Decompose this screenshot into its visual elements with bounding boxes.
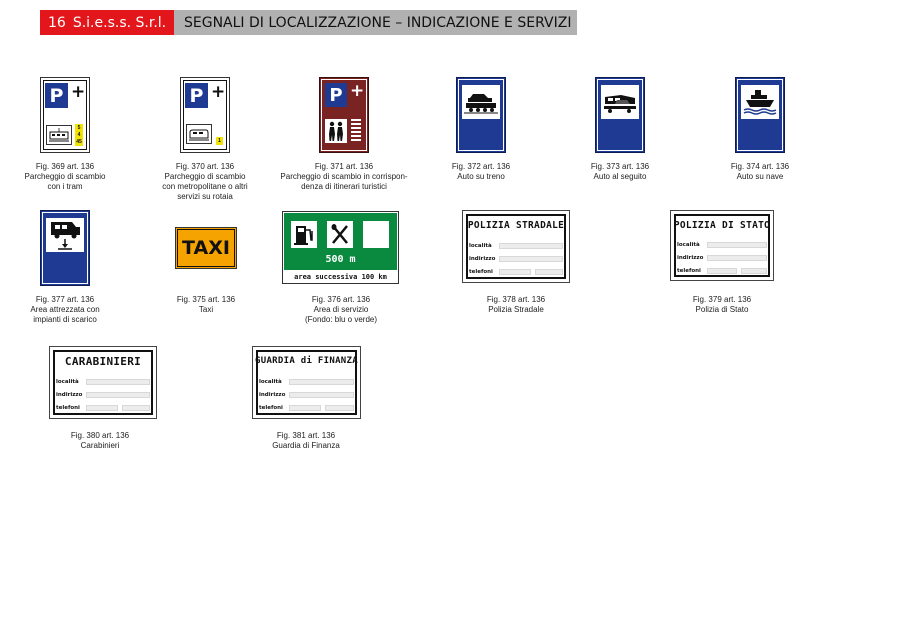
caption-desc: Guardia di Finanza xyxy=(272,441,340,450)
board-title: CARABINIERI xyxy=(64,355,142,368)
restaurant-icon xyxy=(327,221,353,248)
tourist-walkers-icon xyxy=(325,119,347,143)
sign-370 xyxy=(180,77,230,153)
camper-discharge-icon xyxy=(46,218,84,252)
field-label: indirizzo xyxy=(56,392,83,398)
caption-370 xyxy=(150,162,260,202)
field-label: località xyxy=(469,243,492,249)
tram-line-45: 45 xyxy=(76,139,82,146)
caption-fig: Fig. 372 art. 136 xyxy=(451,162,511,171)
sign-372 xyxy=(456,77,506,153)
board-title: GUARDIA di FINANZA xyxy=(255,356,358,366)
sign-381 xyxy=(252,346,361,419)
sign-380 xyxy=(49,346,157,419)
car-on-train-icon xyxy=(462,85,500,119)
caption-379 xyxy=(667,295,777,315)
caption-desc: denza di itinerari turistici xyxy=(301,182,387,191)
caption-desc: Auto su nave xyxy=(736,172,784,181)
caption-desc: Area attrezzata con xyxy=(30,305,100,314)
caption-fig: Fig. 375 art. 136 xyxy=(176,295,236,304)
service-next-area: area successiva 100 km xyxy=(294,272,387,281)
caption-fig: Fig. 377 art. 136 xyxy=(35,295,95,304)
car-on-ship-icon xyxy=(741,85,779,119)
sign-375 xyxy=(175,227,237,269)
caption-desc: impianti di scarico xyxy=(33,315,97,324)
caption-377 xyxy=(10,295,120,325)
caption-desc: Polizia Stradale xyxy=(488,305,544,314)
caption-desc: con metropolitane o altri xyxy=(162,182,248,191)
field-label: telefoni xyxy=(469,269,493,275)
caption-desc: (Fondo: blu o verde) xyxy=(304,315,378,324)
tram-line-4: 4 xyxy=(77,131,81,138)
tourist-stripes xyxy=(351,119,361,143)
sign-373 xyxy=(595,77,645,153)
caption-369 xyxy=(10,162,120,192)
sign-376 xyxy=(282,211,399,284)
field-label: telefoni xyxy=(259,405,283,411)
header-number-block xyxy=(40,10,174,35)
sign-378 xyxy=(462,210,570,283)
fuel-pump-icon xyxy=(291,221,317,248)
caption-desc: Auto su treno xyxy=(457,172,505,181)
field-label: indirizzo xyxy=(469,256,496,262)
header-number: 16 xyxy=(48,14,66,31)
sign-369 xyxy=(40,77,90,153)
empty-service-box xyxy=(363,221,389,248)
caption-fig: Fig. 381 art. 136 xyxy=(276,431,336,440)
header-company: S.i.e.s.s. S.r.l. xyxy=(72,14,167,31)
caption-375 xyxy=(151,295,261,315)
caption-371 xyxy=(264,162,424,192)
caption-fig: Fig. 369 art. 136 xyxy=(35,162,95,171)
taxi-label: TAXI xyxy=(182,237,230,259)
field-label: indirizzo xyxy=(677,255,704,261)
caption-fig: Fig. 373 art. 136 xyxy=(590,162,650,171)
rail-line-badge: 1 xyxy=(216,137,223,145)
field-label: località xyxy=(56,379,79,385)
parking-p-icon: P xyxy=(45,83,68,108)
page-header xyxy=(40,10,577,35)
car-with-trailer-icon xyxy=(601,85,639,119)
caption-373 xyxy=(565,162,675,182)
service-distance: 500 m xyxy=(325,254,356,265)
caption-fig: Fig. 370 art. 136 xyxy=(175,162,235,171)
plus-icon: + xyxy=(350,81,365,101)
caption-desc: Taxi xyxy=(198,305,214,314)
caption-380 xyxy=(45,431,155,451)
header-title: SEGNALI DI LOCALIZZAZIONE – INDICAZIONE E SERVIZI xyxy=(174,10,577,35)
sign-377 xyxy=(40,210,90,286)
plus-icon: + xyxy=(71,82,86,102)
sign-371 xyxy=(319,77,369,153)
tram-lines-strip xyxy=(75,124,83,146)
parking-p-icon: P xyxy=(185,83,208,108)
sign-374 xyxy=(735,77,785,153)
caption-desc: Parcheggio di scambio in corrispon- xyxy=(280,172,408,181)
caption-374 xyxy=(705,162,815,182)
board-title: POLIZIA STRADALE xyxy=(467,220,565,231)
board-title: POLIZIA DI STATO xyxy=(673,220,771,231)
caption-381 xyxy=(251,431,361,451)
caption-fig: Fig. 380 art. 136 xyxy=(70,431,130,440)
caption-fig: Fig. 376 art. 136 xyxy=(311,295,371,304)
field-label: indirizzo xyxy=(259,392,286,398)
sign-379 xyxy=(670,210,774,281)
field-label: telefoni xyxy=(56,405,80,411)
caption-desc: Parcheggio di scambio xyxy=(24,172,106,181)
caption-fig: Fig. 379 art. 136 xyxy=(692,295,752,304)
caption-desc: con i tram xyxy=(47,182,83,191)
parking-p-icon: P xyxy=(325,83,347,107)
caption-fig: Fig. 378 art. 136 xyxy=(486,295,546,304)
caption-desc: Auto al seguito xyxy=(593,172,647,181)
train-icon xyxy=(186,124,212,144)
tram-icon xyxy=(46,125,72,145)
caption-desc: Carabinieri xyxy=(80,441,120,450)
caption-desc: Polizia di Stato xyxy=(695,305,749,314)
caption-desc: servizi su rotaia xyxy=(177,192,233,201)
caption-372 xyxy=(426,162,536,182)
caption-fig: Fig. 371 art. 136 xyxy=(314,162,374,171)
tram-line-5: 5 xyxy=(77,124,81,131)
caption-desc: Parcheggio di scambio xyxy=(164,172,246,181)
caption-376 xyxy=(286,295,396,325)
plus-icon: + xyxy=(211,82,226,102)
field-label: telefoni xyxy=(677,268,701,274)
field-label: località xyxy=(677,242,700,248)
caption-378 xyxy=(461,295,571,315)
caption-desc: Area di servizio xyxy=(313,305,369,314)
field-label: località xyxy=(259,379,282,385)
caption-fig: Fig. 374 art. 136 xyxy=(730,162,790,171)
